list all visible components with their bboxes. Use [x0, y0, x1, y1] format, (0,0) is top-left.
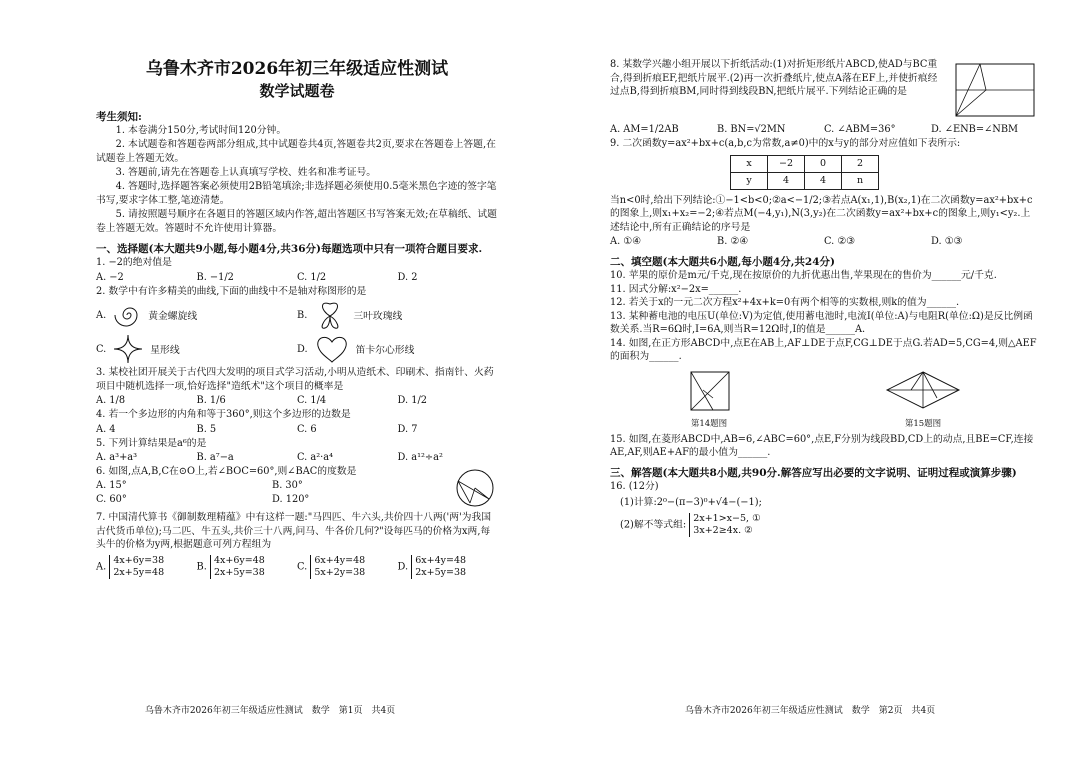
notice-item: 4. 答题时,选择题答案必须使用2B铅笔填涂;非选择题必须使用0.5毫米黑色字迹的签字笔书写,要求字体工整,笔迹清楚。 [96, 181, 497, 206]
option-b: B. 30° [272, 479, 303, 491]
question-4-options [96, 422, 498, 437]
option-a: A. 4 [96, 423, 116, 435]
question-16-part-1: (1)计算:2⁰−(π−3)⁰+√4−(−1); [620, 497, 762, 508]
exam-title: 乌鲁木齐市2026年初三年级适应性测试 [145, 59, 449, 79]
question-12: 12. 若关于x的一元二次方程x²+4x+k=0有两个相等的实数根,则k的值为______. [610, 297, 960, 308]
notice-item: 5. 请按照题号顺序在各题目的答题区域内作答,超出答题区书写答案无效;在草稿纸、试题卷上答题无效。答题时不允许使用计算器。 [96, 209, 497, 234]
option-d: D. 1/2 [397, 395, 428, 406]
page-2-footer: 乌鲁木齐市2026年初三年级适应性测试 数学 第2页 共4页 [684, 706, 936, 716]
part-2-label: (2)解不等式组: [620, 519, 687, 530]
question-5: 5. 下列计算结果是a⁶的是 [96, 437, 207, 449]
notice-item: 3. 答题前,请先在答题卷上认真填写学校、姓名和准考证号。 [115, 167, 377, 178]
option-c: C. 6x+4y=48 5x+2y=38 [297, 554, 366, 578]
option-b: B. ②④ [717, 236, 748, 247]
table-cell: x [731, 155, 768, 172]
option-a: A. 4x+6y=38 2x+5y=48 [96, 554, 165, 578]
square-figure-q14 [683, 368, 735, 414]
option-b: B. −1/2 [196, 271, 234, 283]
question-8: 8. 某数学兴趣小组开展以下折纸活动:(1)对折矩形纸片ABCD,使AD与BC重合,得到折痕EF,把纸片展平.(2)再一次折叠纸片,使点A落在EF上,并使折痕经过点B,得到折痕BM,同时得到线段BN,把纸片展平.下列结论正确的是 [610, 59, 938, 97]
option-c: C. [96, 343, 107, 355]
question-6: 6. 如图,点A,B,C在⊙O上,若∠BOC=60°,则∠BAC的度数是 [96, 466, 357, 477]
question-6-options [96, 479, 448, 507]
notice-heading: 考生须知: [96, 111, 142, 123]
question-9-statements: 当n<0时,给出下列结论:①−1<b<0;②a<−1/2;③若点A(x₁,1),B(x₂,1)在二次函数y=ax²+bx+c的图象上,则x₁+x₂=−2;④若点M(−4,y₁),N(3,y₂)在二次函数y=ax²+bx+c的图象上,则y₁<y₂.上述结论中,所有正确结论的序号是 [610, 194, 1033, 233]
section-1-heading: 一、选择题(本大题共9小题,每小题4分,共36分)每题选项中只有一项符合题目要求. [96, 243, 483, 255]
option-a: A. ①④ [610, 236, 641, 247]
option-a: A. 1/8 [96, 395, 126, 406]
notice-item: 1. 本卷满分150分,考试时间120分钟。 [115, 125, 287, 136]
question-8-options [610, 122, 1038, 137]
question-2: 2. 数学中有许多精美的曲线,下面的曲线中不是轴对称图形的是 [96, 285, 367, 297]
cardioid-figure [314, 334, 350, 364]
option-d: D. a¹²÷a² [397, 452, 443, 463]
notice-item: 2. 本试题卷和答题卷两部分组成,其中试题卷共4页,答题卷共2页,要求在答题卷上答题,在试题卷上答题无效。 [96, 139, 496, 164]
question-16-part-2 [610, 513, 1038, 537]
option-b: B. 5 [196, 423, 217, 435]
astroid-figure [112, 333, 144, 365]
option-a: A. AM=1/2AB [610, 124, 679, 135]
option-c: C. ∠ABM=36° [824, 124, 896, 135]
three-leaf-rose-figure [313, 300, 347, 330]
question-10: 10. 苹果的原价是m元/千克,现在按原价的九折优惠出售,苹果现在的售价为______元/千克. [610, 270, 997, 281]
table-cell: −2 [768, 155, 805, 172]
table-cell: 0 [805, 155, 842, 172]
question-4: 4. 若一个多边形的内角和等于360°,则这个多边形的边数是 [96, 409, 351, 420]
option-a: A. a³+a³ [96, 452, 138, 463]
question-15: 15. 如图,在菱形ABCD中,AB=6,∠ABC=60°,点E,F分别为线段BD,CD上的动点,且BE=CF,连接AE,AF,则AE+AF的最小值为______. [610, 433, 1034, 458]
table-cell: 4 [768, 172, 805, 189]
table-cell: 4 [805, 172, 842, 189]
golden-spiral-figure [112, 301, 142, 329]
option-c: C. 1/4 [297, 395, 327, 406]
table-cell: y [731, 172, 768, 189]
option-b: B. 4x+6y=48 2x+5y=38 [196, 554, 265, 578]
question-5-options [96, 450, 498, 465]
inequality-system: 2x+1>x−5, ① 3x+2≥4x. ② [689, 513, 760, 537]
figure-15-caption: 第15题图 [904, 418, 942, 429]
question-11: 11. 因式分解:x²−2x=______. [610, 283, 742, 295]
option-d: D. 6x+4y=48 2x+5y=38 [397, 554, 467, 578]
option-c: C. ②③ [824, 236, 855, 247]
question-1: 1. −2的绝对值是 [96, 257, 172, 268]
exam-subtitle: 数学试题卷 [259, 82, 335, 100]
option-c: C. 60° [96, 493, 127, 505]
option-b: B. a⁷−a [196, 452, 234, 463]
option-a: A. [96, 309, 107, 321]
section-3-heading: 三、解答题(本大题共8小题,共90分.解答应写出必要的文字说明、证明过程或演算步骤) [610, 466, 1017, 479]
option-b-label: 三叶玫瑰线 [353, 311, 403, 322]
question-7-options [96, 555, 498, 579]
rectangle-fold-figure-q8 [950, 58, 1038, 122]
option-b: B. BN=√2MN [717, 124, 786, 135]
question-9: 9. 二次函数y=ax²+bx+c(a,b,c为常数,a≠0)中的x与y的部分对应值如下表所示: [610, 138, 961, 149]
option-c-label: 星形线 [150, 345, 180, 356]
option-c: C. a²·a⁴ [297, 452, 334, 463]
page-2 [540, 0, 1080, 766]
question-1-options [96, 270, 498, 285]
question-3: 3. 某校社团开展关于古代四大发明的项目式学习活动,小明从造纸术、印刷术、指南针、火药项目中随机选择一项,恰好选择"造纸术"这个项目的概率是 [96, 367, 494, 392]
figures-row [610, 368, 1038, 429]
value-table [730, 155, 879, 190]
rhombus-figure-q15 [881, 368, 965, 414]
circle-figure-q6 [448, 465, 498, 511]
page-1-footer: 乌鲁木齐市2026年初三年级适应性测试 数学 第1页 共4页 [144, 706, 396, 716]
option-d: D. 7 [397, 423, 418, 435]
option-a: A. −2 [96, 271, 124, 283]
question-14: 14. 如图,在正方形ABCD中,点E在AB上,AF⊥DE于点F,CG⊥DE于点G.若AD=5,CG=4,则△AEF的面积为______. [610, 337, 1037, 362]
option-c: C. 6 [297, 423, 317, 435]
figure-15 [881, 368, 965, 429]
option-c: C. 1/2 [297, 271, 327, 283]
option-a-label: 黄金螺旋线 [148, 311, 198, 322]
section-2-heading: 二、填空题(本大题共6小题,每小题4分,共24分) [610, 256, 835, 268]
question-2-options-row2 [96, 332, 498, 366]
question-13: 13. 某种蓄电池的电压U(单位:V)为定值,使用蓄电池时,电流I(单位:A)与电阻R(单位:Ω)是反比例函数关系.当R=6Ω时,I=6A,则当R=12Ω时,I的值是______A. [610, 310, 1033, 335]
option-b: B. 1/6 [196, 395, 226, 406]
question-16: 16. (12分) [610, 480, 659, 492]
figure-14-caption: 第14题图 [690, 418, 728, 429]
question-9-options [610, 234, 1038, 249]
question-3-options [96, 393, 498, 408]
option-d: D. 120° [272, 493, 310, 505]
option-d: D. ①③ [931, 236, 963, 247]
option-d: D. 2 [397, 271, 418, 283]
figure-14 [683, 368, 735, 429]
option-d-label: 笛卡尔心形线 [355, 345, 415, 356]
option-b: B. [297, 309, 308, 321]
option-a: A. 15° [96, 479, 127, 491]
table-cell: n [842, 172, 879, 189]
option-d: D. ∠ENB=∠NBM [931, 124, 1019, 135]
option-d: D. [297, 343, 308, 355]
question-7: 7. 中国清代算书《御制数理精蕴》中有这样一题:"马四匹、牛六头,共价四十八两('两'为我国古代货币单位);马二匹、牛五头,共价三十八两,问马、牛各价几何?"设每匹马的价格为x两,每头牛的价格为y两,根据题意可列方程组为 [96, 512, 492, 550]
table-cell: 2 [842, 155, 879, 172]
question-2-options-row1 [96, 298, 498, 332]
